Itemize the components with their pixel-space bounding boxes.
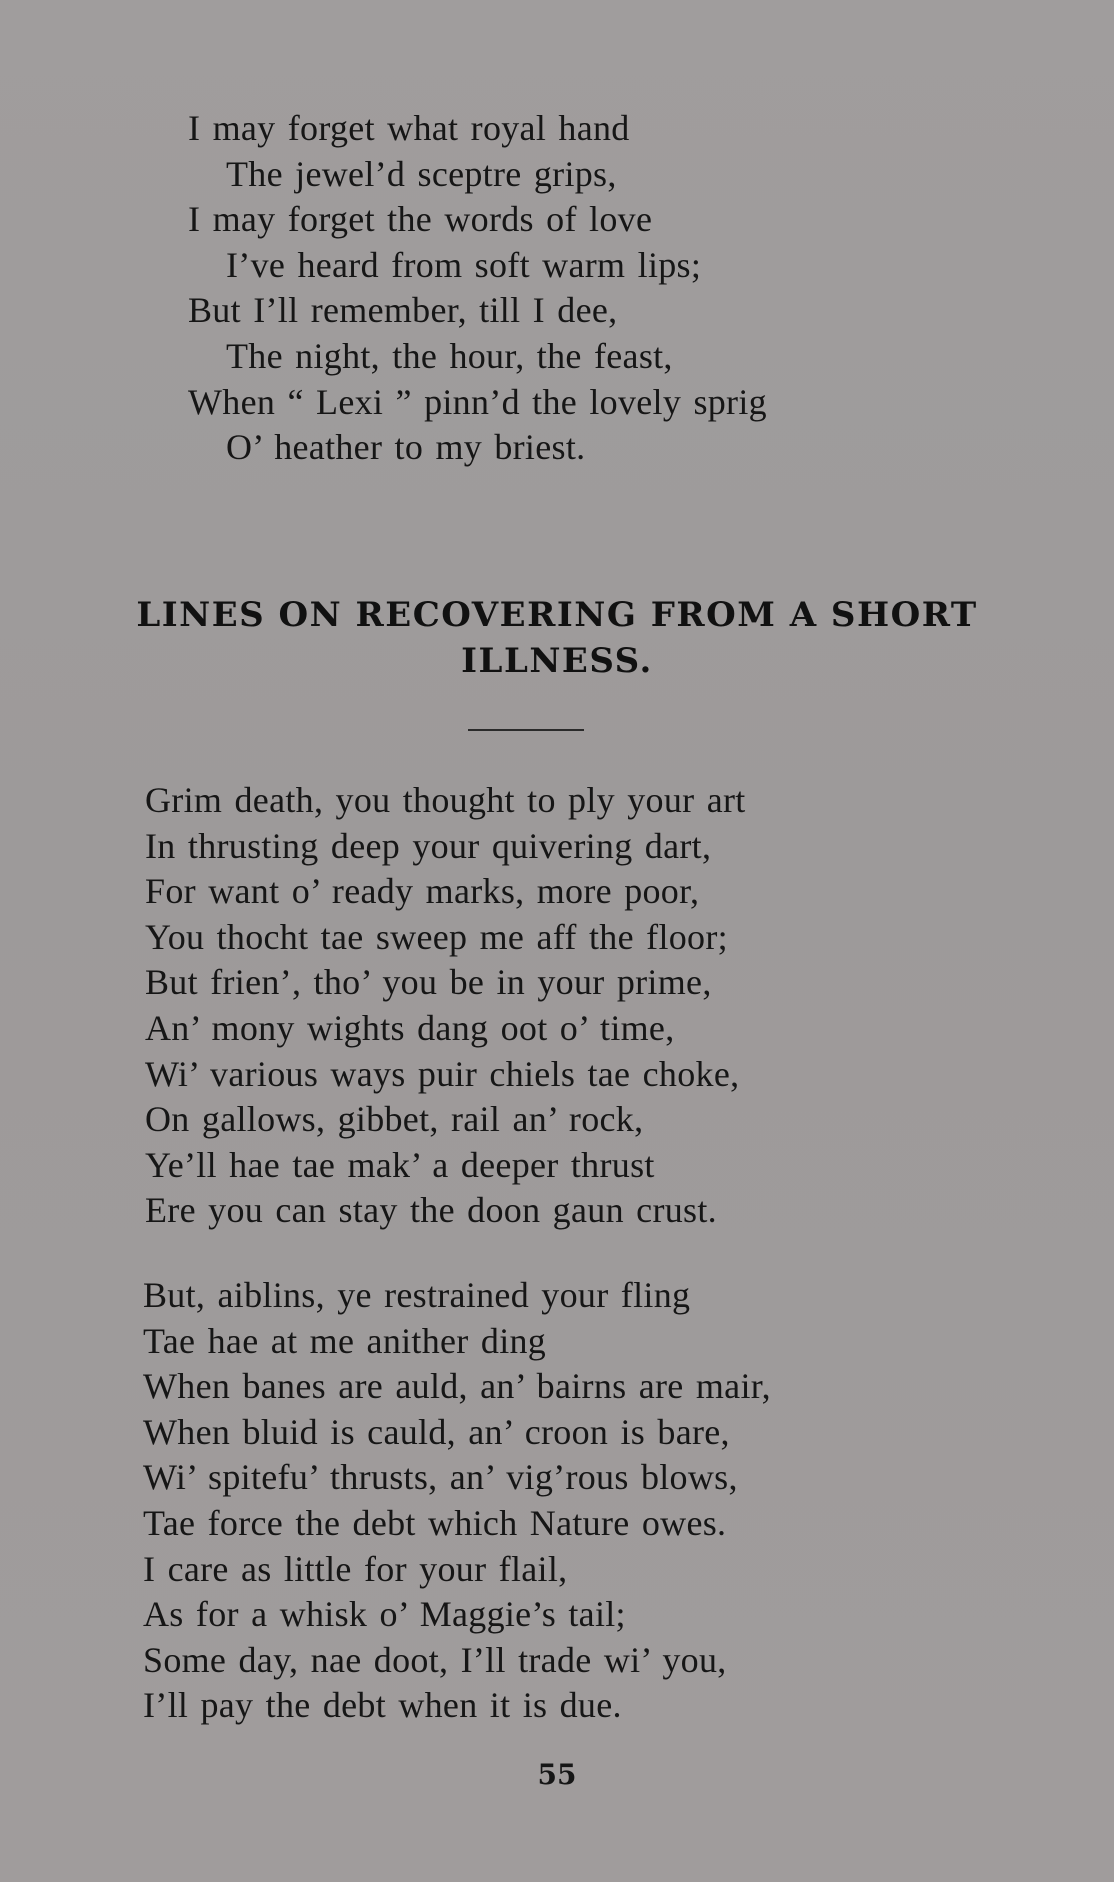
verse-line: Wi’ various ways puir chiels tae choke, bbox=[145, 1053, 740, 1094]
verse-line: When banes are auld, an’ bairns are mair, bbox=[143, 1366, 771, 1407]
verse-line: Ye’ll hae tae mak’ a deeper thrust bbox=[145, 1144, 655, 1185]
verse-line: But frien’, tho’ you be in your prime, bbox=[145, 962, 712, 1003]
previous-poem-ending-stanza bbox=[188, 106, 767, 471]
verse-line: Ere you can stay the doon gaun crust. bbox=[145, 1190, 717, 1231]
poem-stanza-2 bbox=[143, 1273, 771, 1729]
verse-line: But I’ll remember, till I dee, bbox=[188, 290, 618, 331]
verse-line: On gallows, gibbet, rail an’ rock, bbox=[145, 1099, 644, 1140]
verse-line: The jewel’d sceptre grips, bbox=[226, 153, 617, 194]
verse-line: When “ Lexi ” pinn’d the lovely sprig bbox=[188, 381, 767, 422]
verse-line: Grim death, you thought to ply your art bbox=[145, 780, 746, 820]
verse-line: I may forget the words of love bbox=[188, 199, 653, 240]
verse-line: I’ve heard from soft warm lips; bbox=[226, 244, 702, 285]
verse-line: Some day, nae doot, I’ll trade wi’ you, bbox=[143, 1639, 727, 1680]
verse-line: An’ mony wights dang oot o’ time, bbox=[145, 1007, 675, 1048]
verse-line: The night, the hour, the feast, bbox=[226, 335, 673, 376]
verse-line: As for a whisk o’ Maggie’s tail; bbox=[143, 1594, 626, 1635]
verse-line: O’ heather to my briest. bbox=[226, 427, 586, 468]
verse-line: But, aiblins, ye restrained your fling bbox=[143, 1275, 691, 1315]
verse-line: You thocht tae sweep me aff the floor; bbox=[145, 916, 728, 957]
verse-line: In thrusting deep your quivering dart, bbox=[145, 825, 712, 866]
poem-stanza-1 bbox=[145, 778, 746, 1234]
title-divider-rule bbox=[468, 729, 584, 731]
verse-line: When bluid is cauld, an’ croon is bare, bbox=[143, 1411, 730, 1452]
poem-title: LINES ON RECOVERING FROM A SHORT bbox=[136, 595, 978, 635]
poem-title-continued: ILLNESS. bbox=[461, 641, 653, 681]
verse-line: Tae hae at me anither ding bbox=[143, 1320, 547, 1361]
verse-line: I care as little for your flail, bbox=[143, 1548, 568, 1589]
verse-line: I may forget what royal hand bbox=[188, 108, 630, 148]
verse-line: Wi’ spitefu’ thrusts, an’ vig’rous blows, bbox=[143, 1457, 738, 1498]
page-number: 55 bbox=[537, 1758, 577, 1791]
verse-line: For want o’ ready marks, more poor, bbox=[145, 871, 700, 912]
verse-line: I’ll pay the debt when it is due. bbox=[143, 1685, 622, 1726]
verse-line: Tae force the debt which Nature owes. bbox=[143, 1502, 727, 1543]
